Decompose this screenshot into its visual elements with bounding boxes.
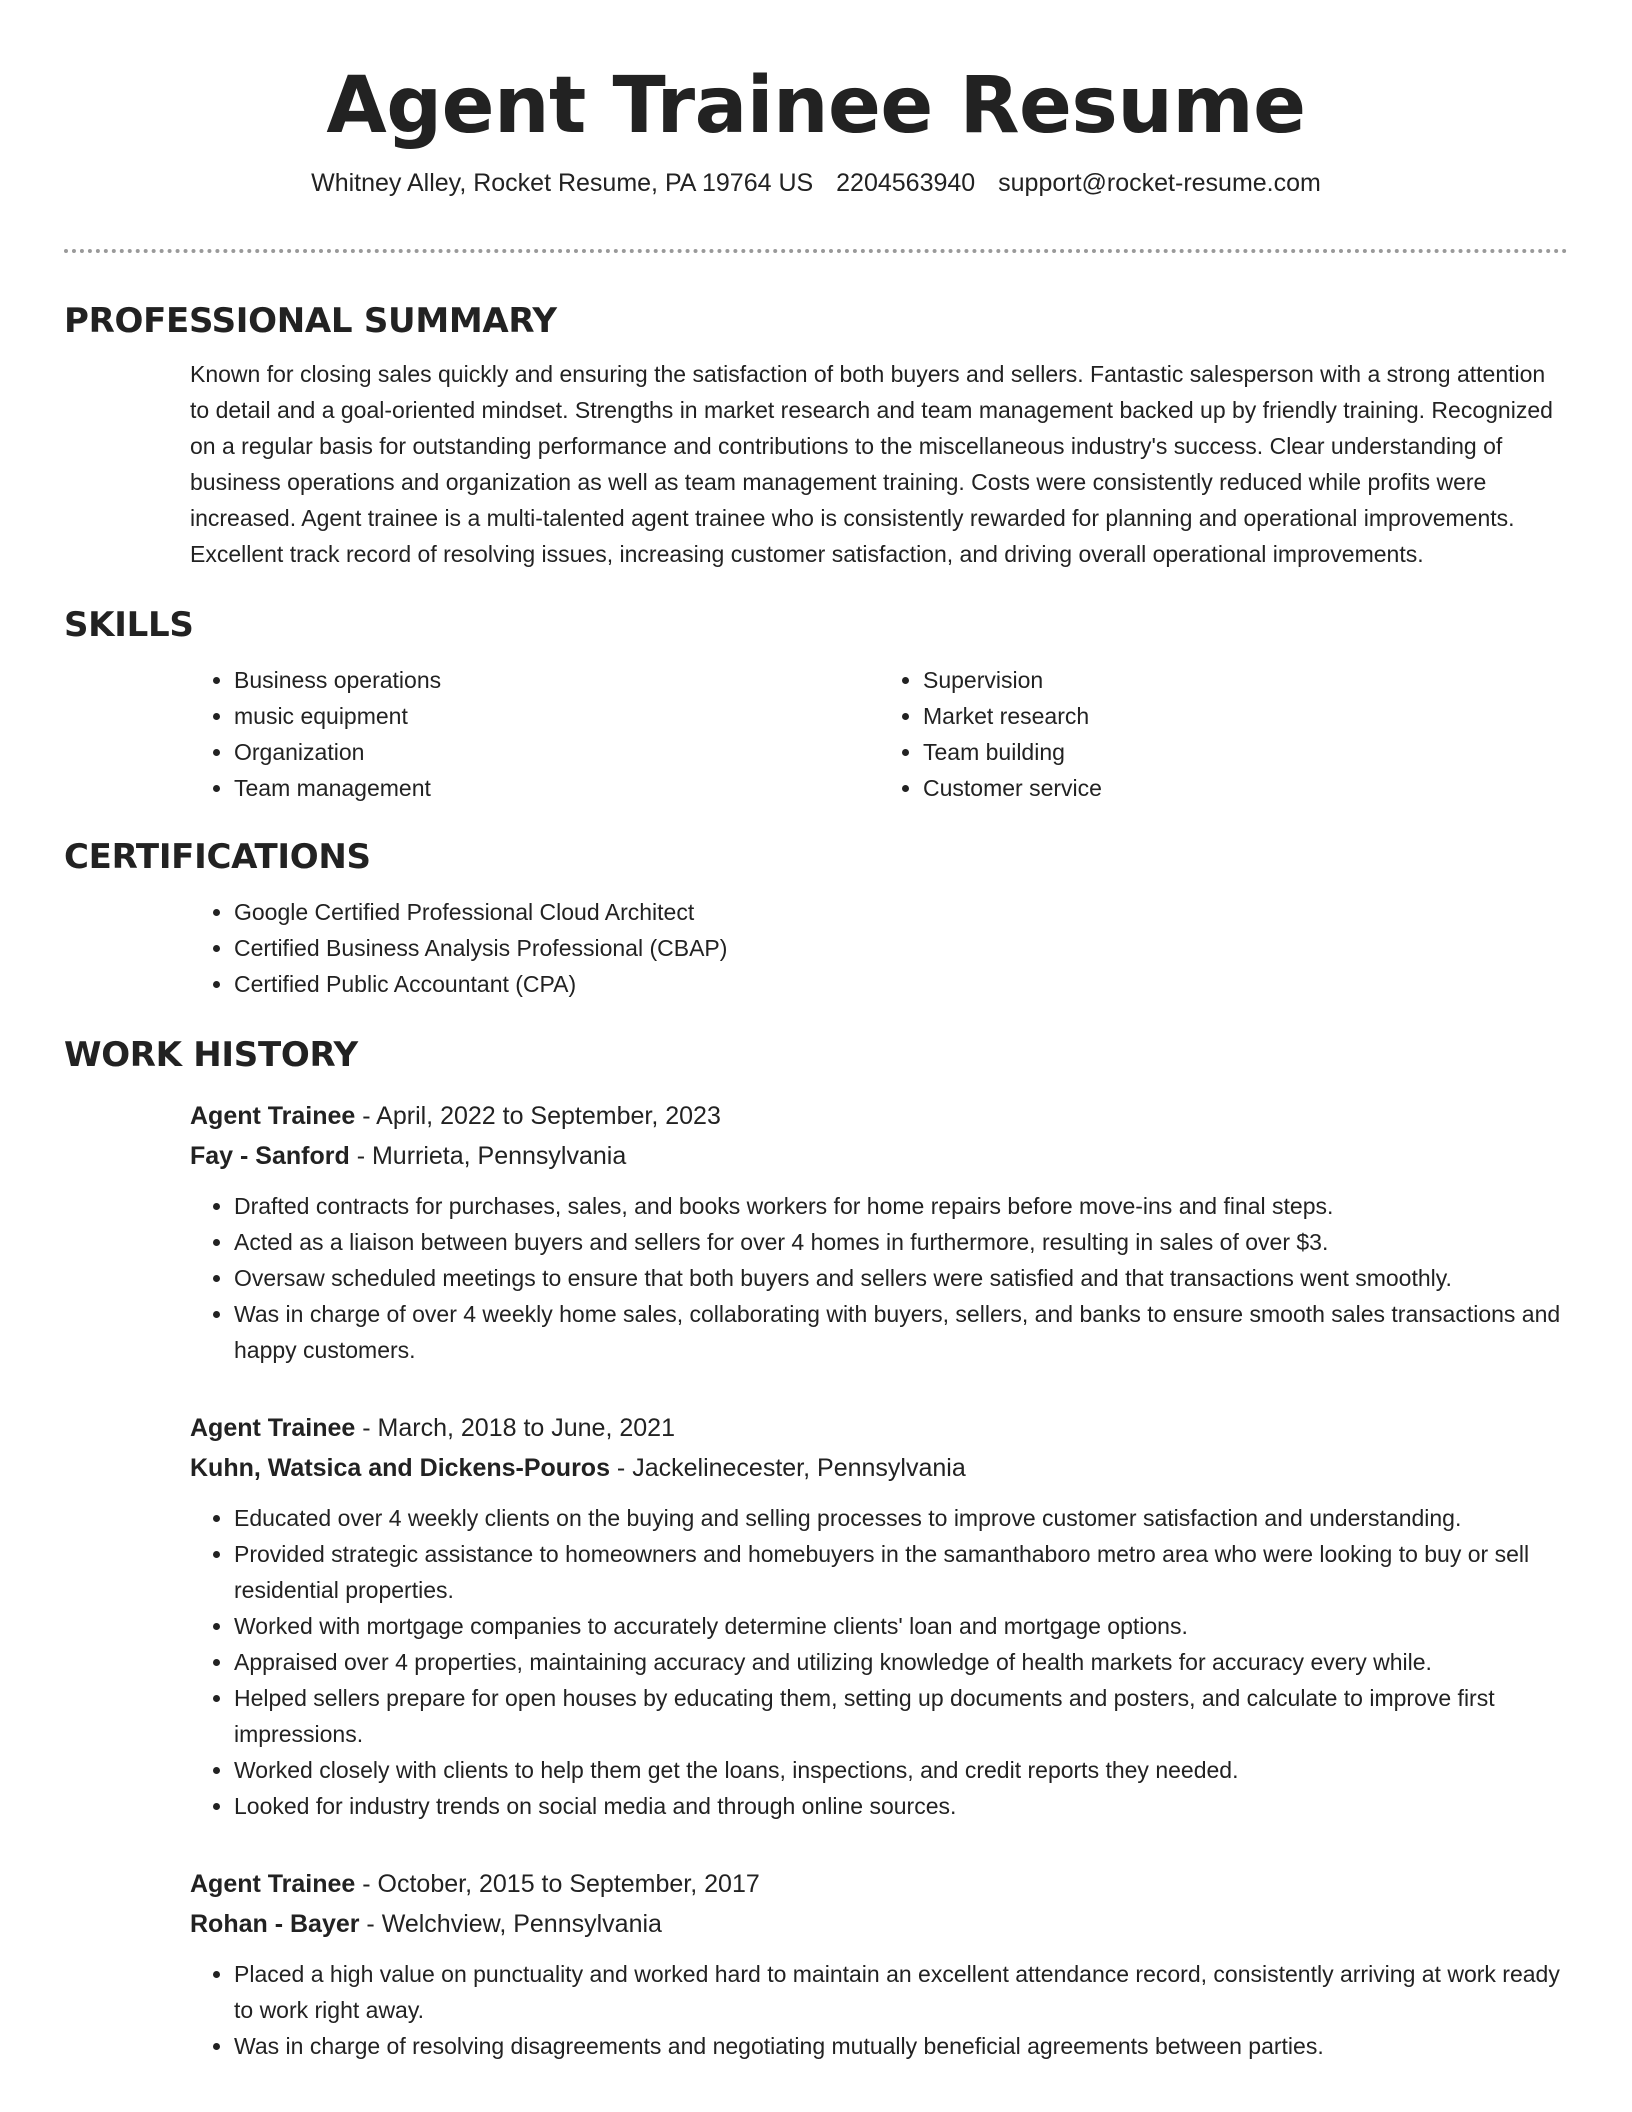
skill-item: • music equipment [234, 698, 879, 734]
certification-item: • Certified Business Analysis Professional (CBAP) [234, 930, 1568, 966]
job-location: - Welchview, Pennsylvania [359, 1910, 662, 1938]
job-company: Kuhn, Watsica and Dickens-Pouros [190, 1454, 610, 1482]
skill-item: • Team management [234, 770, 879, 806]
job-company: Fay - Sanford [190, 1142, 350, 1170]
job-entry [64, 1864, 1568, 2064]
summary-heading: PROFESSIONAL SUMMARY [64, 301, 557, 341]
certification-item: • Certified Public Accountant (CPA) [234, 966, 1568, 1002]
job-company-line [190, 1448, 1568, 1488]
job-company: Rohan - Bayer [190, 1910, 360, 1938]
skills-list-left [190, 662, 879, 806]
certifications-list-wrap [64, 894, 1568, 1002]
job-bullet: • Educated over 4 weekly clients on the buying and selling processes to improve customer satisfaction and understanding. [234, 1500, 1568, 1536]
job-bullet: • Helped sellers prepare for open houses by educating them, setting up documents and posters, and calculate to improve first impressions. [234, 1680, 1568, 1752]
work-history-heading: WORK HISTORY [64, 1035, 358, 1075]
work-history-section [64, 1030, 1568, 2064]
job-title: Agent Trainee [190, 1870, 356, 1898]
job-title-line [190, 1096, 1568, 1136]
skills-columns [64, 662, 1568, 806]
job-title-line [190, 1864, 1568, 1904]
header-divider [64, 249, 1568, 253]
job-bullet: • Oversaw scheduled meetings to ensure that both buyers and sellers were satisfied and that transactions went smoothly. [234, 1260, 1568, 1296]
job-dates: - April, 2022 to September, 2023 [355, 1102, 721, 1130]
job-dates: - March, 2018 to June, 2021 [355, 1414, 675, 1442]
skill-item: • Business operations [234, 662, 879, 698]
job-bullet: • Acted as a liaison between buyers and sellers for over 4 homes in furthermore, resulting in sales of over $3. [234, 1224, 1568, 1260]
contact-address: Whitney Alley, Rocket Resume, PA 19764 US [311, 169, 814, 197]
job-bullets [190, 1956, 1568, 2064]
job-bullets [190, 1188, 1568, 1368]
job-bullet: • Was in charge of over 4 weekly home sales, collaborating with buyers, sellers, and banks to ensure smooth sales transactions and happy customers. [234, 1296, 1568, 1368]
job-bullet: • Drafted contracts for purchases, sales, and books workers for home repairs before move-ins and final steps. [234, 1188, 1568, 1224]
contact-line [0, 166, 1632, 200]
job-bullet: • Provided strategic assistance to homeowners and homebuyers in the samanthaboro metro area who were looking to buy or sell residential properties. [234, 1536, 1568, 1608]
skill-item: • Team building [923, 734, 1568, 770]
skill-item: • Customer service [923, 770, 1568, 806]
skills-section [64, 600, 1568, 806]
job-location: - Jackelinecester, Pennsylvania [609, 1454, 966, 1482]
skill-item: • Supervision [923, 662, 1568, 698]
job-location: - Murrieta, Pennsylvania [349, 1142, 627, 1170]
job-entry [64, 1096, 1568, 1368]
job-bullet: • Appraised over 4 properties, maintaining accuracy and utilizing knowledge of health markets for accuracy every while. [234, 1644, 1568, 1680]
job-bullet: • Worked closely with clients to help them get the loans, inspections, and credit reports they needed. [234, 1752, 1568, 1788]
job-bullets [190, 1500, 1568, 1824]
job-company-line [190, 1904, 1568, 1944]
certifications-list [190, 894, 1568, 1002]
job-bullet: • Was in charge of resolving disagreements and negotiating mutually beneficial agreements between parties. [234, 2028, 1568, 2064]
resume-content [64, 296, 1568, 2104]
job-title: Agent Trainee [190, 1414, 356, 1442]
summary-text: Known for closing sales quickly and ensuring the satisfaction of both buyers and sellers. Fantastic salesperson with a strong attention to detail and a goal-oriented mindset. Strengths in market research and team management backed up by friendly training. Recognized on a regular basis for outstanding performance and contributions to the miscellaneous industry's success. Clear understanding of business operations and organization as well as team management training. Costs were consistently reduced while profits were increased. Agent trainee is a multi-talented agent trainee who is consistently rewarded for planning and operational improvements. Excellent track record of resolving issues, increasing customer satisfaction, and driving overall operational improvements. [190, 361, 1553, 567]
contact-phone: 2204563940 [836, 169, 976, 197]
certifications-section [64, 832, 1568, 1002]
certifications-heading: CERTIFICATIONS [64, 837, 371, 877]
job-entry [64, 1408, 1568, 1824]
contact-email: support@rocket-resume.com [998, 169, 1321, 197]
summary-section [64, 296, 1568, 572]
skills-heading: SKILLS [64, 605, 194, 645]
job-title-line [190, 1408, 1568, 1448]
job-bullet: • Placed a high value on punctuality and worked hard to maintain an excellent attendance record, consistently arriving at work ready to work right away. [234, 1956, 1568, 2028]
skills-list-right [879, 662, 1568, 806]
job-title: Agent Trainee [190, 1102, 356, 1130]
job-bullet: • Looked for industry trends on social media and through online sources. [234, 1788, 1568, 1824]
certification-item: • Google Certified Professional Cloud Architect [234, 894, 1568, 930]
skill-item: • Market research [923, 698, 1568, 734]
resume-title: Agent Trainee Resume [326, 61, 1306, 151]
job-dates: - October, 2015 to September, 2017 [355, 1870, 760, 1898]
job-company-line [190, 1136, 1568, 1176]
skill-item: • Organization [234, 734, 879, 770]
job-bullet: • Worked with mortgage companies to accurately determine clients' loan and mortgage options. [234, 1608, 1568, 1644]
